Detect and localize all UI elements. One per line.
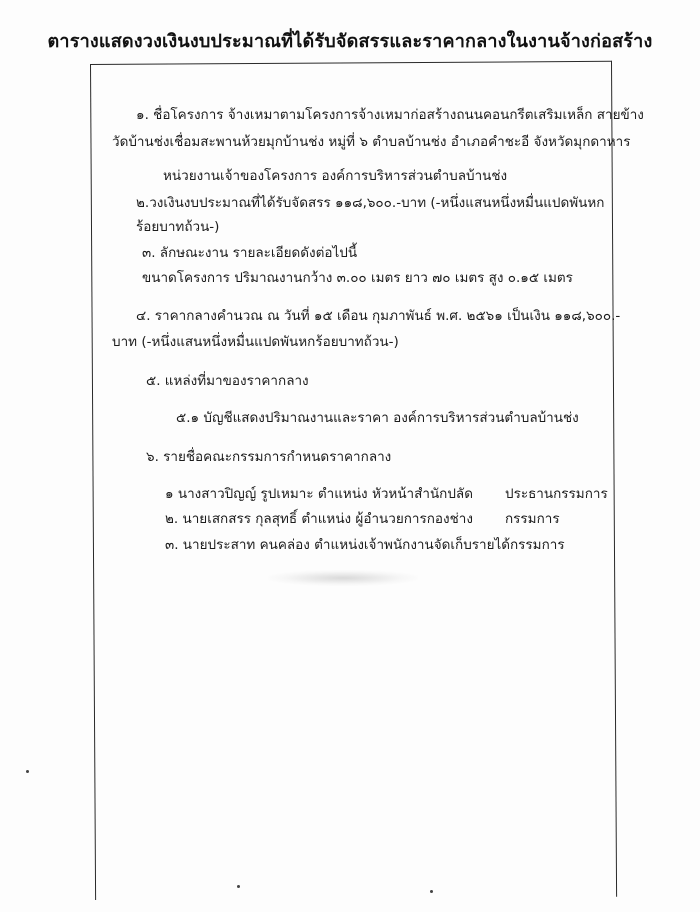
item2-line1: ๒.วงเงินงบประมาณที่ได้รับจัดสรร ๑๑๘,๖๐๐.-บาท (-หนึ่งแสนหนึ่งหมื่นแปดพันหก (136, 195, 605, 211)
item2-line2: ร้อยบาทถ้วน-) (136, 219, 220, 235)
document-frame (90, 61, 617, 900)
document-title: ตารางแสดงวงเงินงบประมาณที่ได้รับจัดสรรและราคากลางในงานจ้างก่อสร้าง (47, 31, 653, 52)
item5-line1: ๕. แหล่งที่มาของราคากลาง (146, 373, 309, 389)
member-name: ๓. นายประสาท คนคล่อง ตำแหน่งเจ้าพนักงานจัดเก็บรายได้ (165, 537, 511, 553)
item1-line1: ๑. ชื่อโครงการ จ้างเหมาตามโครงการจ้างเหมาก่อสร้างถนนคอนกรีตเสริมเหล็ก สายข้าง (136, 107, 644, 123)
item3-line1: ๓. ลักษณะงาน รายละเอียดดังต่อไปนี้ (142, 245, 358, 261)
scan-speck (237, 885, 240, 888)
item5-sub1: ๕.๑ บัญชีแสดงปริมาณงานและราคา องค์การบริหารส่วนตำบลบ้านช่ง (176, 410, 579, 426)
scan-speck (430, 890, 433, 893)
member-name: ๒. นายเสกสรร กุลสุทธิ์ ตำแหน่ง ผู้อำนวยการกองช่าง (165, 511, 473, 527)
scan-speck (26, 770, 29, 773)
item3-line2: ขนาดโครงการ ปริมาณงานกว้าง ๓.๐๐ เมตร ยาว ๗๐ เมตร สูง ๐.๑๕ เมตร (142, 270, 573, 286)
item4-line2: บาท (-หนึ่งแสนหนึ่งหมื่นแปดพันหกร้อยบาทถ้วน-) (112, 334, 399, 350)
item4-line1: ๔. ราคากลางคำนวณ ณ วันที่ ๑๕ เดือน กุมภาพันธ์ พ.ศ. ๒๕๖๑ เป็นเงิน ๑๑๘,๖๐๐.- (136, 308, 621, 324)
member-role: ประธานกรรมการ (505, 486, 608, 502)
member-name: ๑ นางสาวปิญญ์ รูปเหมาะ ตำแหน่ง หัวหน้าสำนักปลัด (165, 486, 473, 502)
item1-owner-agency: หน่วยงานเจ้าของโครงการ องค์การบริหารส่วนตำบลบ้านช่ง (163, 168, 508, 184)
scan-smudge (268, 570, 418, 586)
item1-line2: วัดบ้านช่งเชื่อมสะพานห้วยมุกบ้านช่ง หมู่ที่ ๖ ตำบลบ้านช่ง อำเภอคำชะอี จังหวัดมุกดาหาร (112, 134, 631, 150)
member-role: กรรมการ (505, 511, 560, 527)
item6-line1: ๖. รายชื่อคณะกรรมการกำหนดราคากลาง (146, 449, 392, 465)
member-role: กรรมการ (510, 537, 565, 553)
